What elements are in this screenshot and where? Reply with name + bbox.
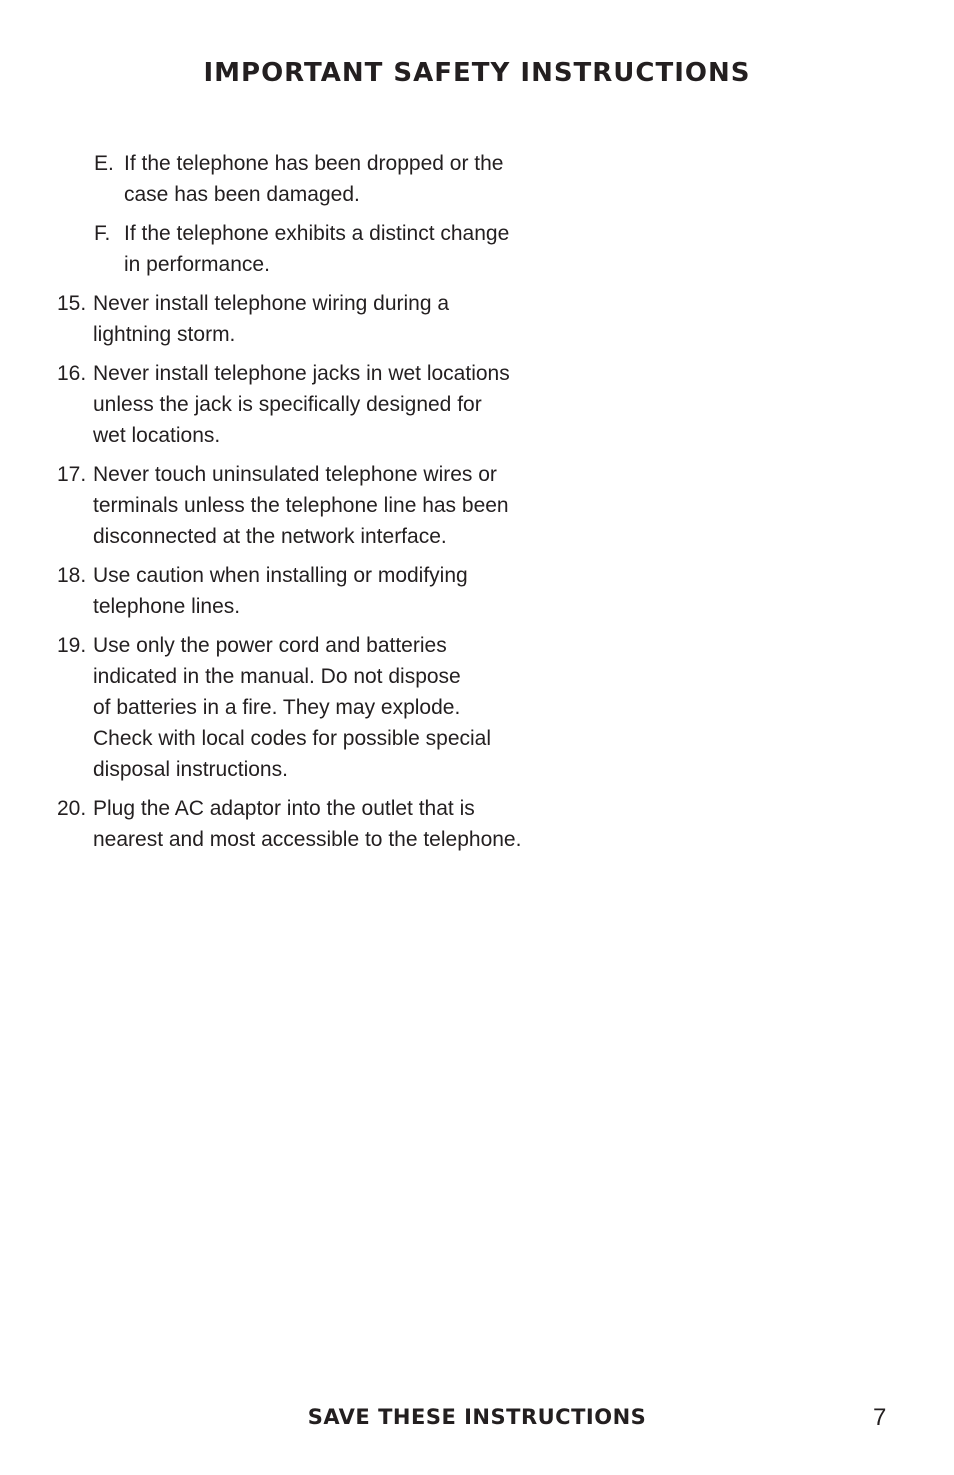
item-label: F. xyxy=(94,222,111,245)
page-number: 7 xyxy=(873,1404,887,1431)
list-item xyxy=(0,630,560,785)
list-item xyxy=(0,459,560,552)
item-label: 17. xyxy=(57,463,87,486)
item-text: Never touch uninsulated telephone wires or terminals unless the telephone line has been disconnected at the network interface. xyxy=(93,463,509,548)
item-text: Never install telephone wiring during a lightning storm. xyxy=(93,292,450,346)
page-title: IMPORTANT SAFETY INSTRUCTIONS xyxy=(203,58,751,88)
list-item xyxy=(0,793,560,855)
item-label: 18. xyxy=(57,564,87,587)
item-text: Plug the AC adaptor into the outlet that is nearest and most accessible to the telephone. xyxy=(93,797,522,851)
item-text: Never install telephone jacks in wet locations unless the jack is specifically designed for wet locations. xyxy=(93,362,510,447)
list-item xyxy=(0,288,560,350)
item-text: Use caution when installing or modifying telephone lines. xyxy=(93,564,468,618)
item-text: Use only the power cord and batteries indicated in the manual. Do not dispose of batteries in a fire. They may explode. Check with local codes for possible special disposal instructions. xyxy=(93,634,492,781)
item-label: E. xyxy=(94,152,114,175)
item-text: If the telephone has been dropped or the case has been damaged. xyxy=(124,152,504,206)
item-label: 20. xyxy=(57,797,87,820)
list-item xyxy=(0,148,560,210)
item-label: 19. xyxy=(57,634,87,657)
footer-text: SAVE THESE INSTRUCTIONS xyxy=(307,1405,647,1429)
instruction-list xyxy=(0,148,560,863)
list-item xyxy=(0,358,560,451)
list-item xyxy=(0,560,560,622)
list-item xyxy=(0,218,560,280)
item-label: 16. xyxy=(57,362,87,385)
item-label: 15. xyxy=(57,292,87,315)
item-text: If the telephone exhibits a distinct change in performance. xyxy=(124,222,510,276)
